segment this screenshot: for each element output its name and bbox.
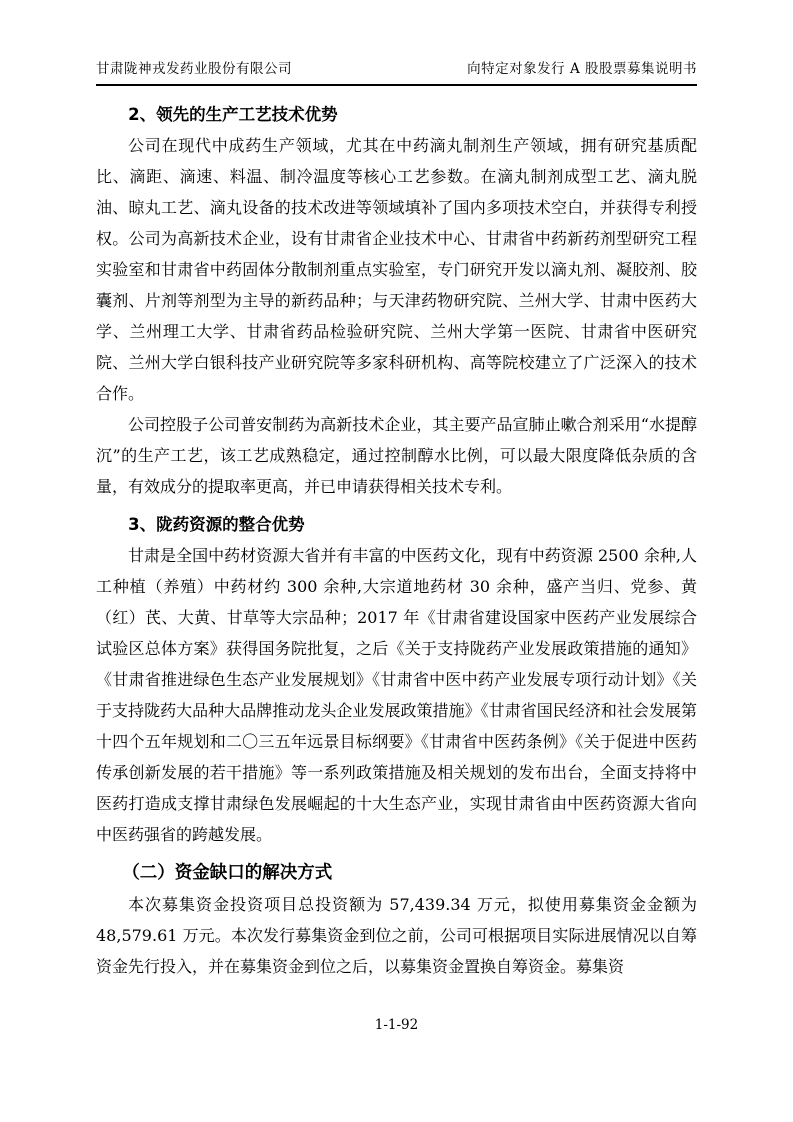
page-number: 1-1-92: [374, 1017, 419, 1033]
heading-production-tech-advantage: 2、领先的生产工艺技术优势: [128, 105, 338, 124]
heading-funding-gap-solution: （二）资金缺口的解决方式: [122, 863, 333, 883]
header-doc-title: 向特定对象发行 A 股股票募集说明书: [467, 61, 697, 77]
page-footer: [96, 1016, 697, 1034]
header-company-name: 甘肃陇神戎发药业股份有限公司: [96, 61, 292, 77]
heading-longyao-resource-advantage: 3、陇药资源的整合优势: [128, 515, 305, 534]
paragraph-production-tech: 公司在现代中成药生产领域，尤其在中药滴丸制剂生产领域，拥有研究基质配比、滴距、滴速、料温、制冷温度等核心工艺参数。在滴丸制剂成型工艺、滴丸脱油、晾丸工艺、滴丸设备的技术改进等领域填补了国内多项技术空白，并获得专利授权。公司为高新技术企业，设有甘肃省企业技术中心、甘肃省中药新药剂型研究工程实验室和甘肃省中药固体分散制剂重点实验室，专门研究开发以滴丸剂、凝胶剂、胶囊剂、片剂等剂型为主导的新药品种；与天津药物研究院、兰州大学、甘肃中医药大学、兰州理工大学、甘肃省药品检验研究院、兰州大学第一医院、甘肃省中医研究院、兰州大学白银科技产业研究院等多家科研机构、高等院校建立了广泛深入的技术合作。: [96, 136, 697, 403]
paragraph-fundraising-investment: 本次募集资金投资项目总投资额为 57,439.34 万元，拟使用募集资金金额为 48,579.61 万元。本次发行募集资金到位之前，公司可根据项目实际进展情况以自筹资金先行投入，并在募集资金到位之后，以募集资金置换自筹资金。募集资: [96, 895, 697, 976]
page-header: [96, 0, 697, 86]
paragraph-gansu-tcm-resources: 甘肃是全国中药材资源大省并有丰富的中医药文化，现有中药资源 2500 余种,人工种植（养殖）中药材约 300 余种,大宗道地药材 30 余种，盛产当归、党参、黄（红）芪、大黄、甘草等大宗品种；2017 年《甘肃省建设国家中医药产业发展综合试验区总体方案》获得国务院批复，之后《关于支持陇药产业发展政策措施的通知》《甘肃省推进绿色生态产业发展规划》《甘肃省中医中药产业发展专项行动计划》《关于支持陇药大品种大品牌推动龙头企业发展政策措施》《甘肃省国民经济和社会发展第十四个五年规划和二〇三五年远景目标纲要》《甘肃省中医药条例》《关于促进中医药传承创新发展的若干措施》等一系列政策措施及相关规划的发布出台，全面支持将中医药打造成支撑甘肃绿色发展崛起的十大生态产业，实现甘肃省由中医药资源大省向中医药强省的跨越发展。: [96, 546, 697, 844]
document-body: [96, 99, 697, 982]
paragraph-puan-pharma: 公司控股子公司普安制药为高新技术企业，其主要产品宣肺止嗽合剂采用“水提醇沉”的生产工艺，该工艺成熟稳定，通过控制醇水比例，可以最大限度降低杂质的含量，有效成分的提取率更高，并已申请获得相关技术专利。: [96, 415, 697, 496]
